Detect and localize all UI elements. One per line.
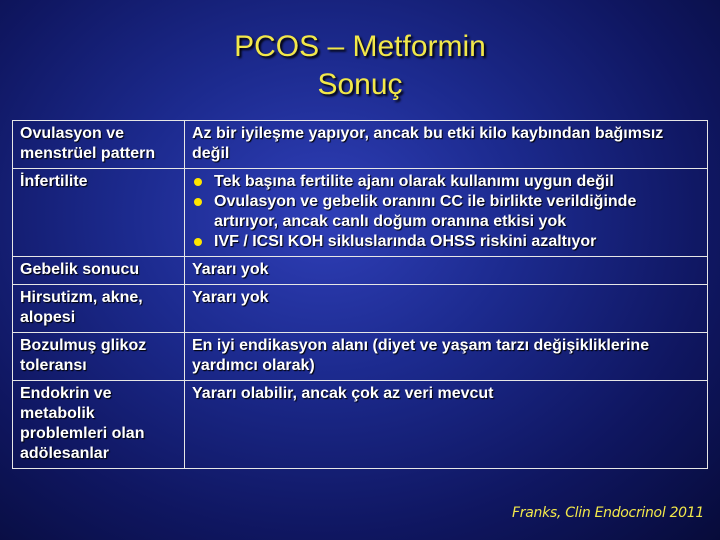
row-label: Endokrin ve metabolik problemleri olan adölesanlar: [13, 381, 185, 469]
bullet-icon: [194, 178, 202, 186]
bullet-text: Tek başına fertilite ajanı olarak kullanımı uygun değil: [214, 173, 614, 190]
table-row: [13, 381, 708, 469]
bullet-text: Ovulasyon ve gebelik oranını CC ile birlikte verildiğinde artırıyor, ancak canlı doğum oranına etkisi yok: [214, 193, 637, 230]
row-text: Yararı yok: [185, 285, 708, 333]
list-item: [192, 232, 701, 252]
citation: Franks, Clin Endocrinol 2011: [512, 505, 704, 521]
row-bullets: [185, 169, 708, 257]
summary-table: [12, 120, 708, 469]
bullet-list: [192, 172, 701, 252]
bullet-text: IVF / ICSI KOH sikluslarında OHSS riskini azaltıyor: [214, 233, 597, 250]
slide-title-line1: PCOS – Metformin: [234, 30, 486, 63]
table-row: [13, 169, 708, 257]
list-item: [192, 192, 701, 232]
table-row: [13, 257, 708, 285]
table-row: [13, 121, 708, 169]
row-text: Az bir iyileşme yapıyor, ancak bu etki kilo kaybından bağımsız değil: [185, 121, 708, 169]
list-item: [192, 172, 701, 192]
slide-title-line2: Sonuç: [317, 68, 403, 101]
row-text: En iyi endikasyon alanı (diyet ve yaşam tarzı değişikliklerine yardımcı olarak): [185, 333, 708, 381]
table-row: [13, 333, 708, 381]
row-text: Yararı yok: [185, 257, 708, 285]
table-row: [13, 285, 708, 333]
row-label: Gebelik sonucu: [13, 257, 185, 285]
bullet-icon: [194, 238, 202, 246]
slide-title: [0, 28, 720, 104]
row-label: Hirsutizm, akne, alopesi: [13, 285, 185, 333]
row-label: İnfertilite: [13, 169, 185, 257]
bullet-icon: [194, 198, 202, 206]
row-text: Yararı olabilir, ancak çok az veri mevcut: [185, 381, 708, 469]
row-label: Bozulmuş glikoz toleransı: [13, 333, 185, 381]
row-label: Ovulasyon ve menstrüel pattern: [13, 121, 185, 169]
